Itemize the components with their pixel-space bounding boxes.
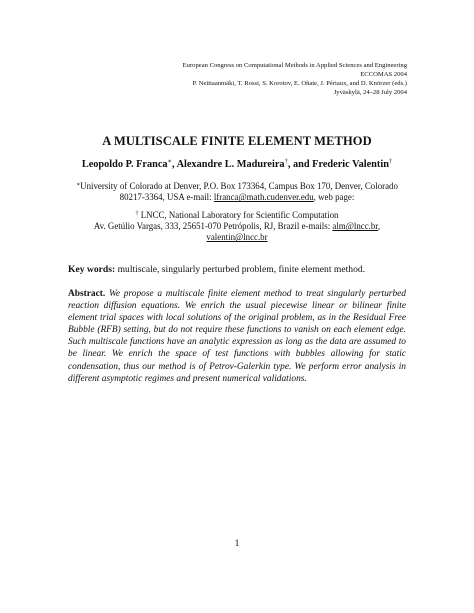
affiliation-colorado-web-label: , web page: <box>313 192 355 203</box>
abstract-text: We propose a multiscale finite element method to treat singularly perturbed reaction diffusion equations. We enrich the usual piecewise linear or bilinear finite element trial spaces with local solutions of the original problem, as in the Residual Free Bubble (RFB) setting, but do not require these functions to vanish on each element edge. Such multiscale functions have an analytic expression as long as the data are assumed to be linear. We enrich the space of test functions with bubbles allowing for static condensation, thus our method is of Petrov-Galerkin type. We perform error analysis in different asymptotic regimes and present numerical validations. <box>68 289 406 384</box>
keywords-section <box>68 264 406 276</box>
affiliation-colorado-line1 <box>60 181 414 192</box>
author-list <box>0 159 474 170</box>
abstract-label: Abstract. <box>68 289 106 299</box>
affiliation-colorado-address: University of Colorado at Denver, P.O. Box 173364, Campus Box 170, Denver, Colorado <box>80 181 398 191</box>
affiliation-lncc <box>60 210 414 244</box>
paper-title: A MULTISCALE FINITE ELEMENT METHOD <box>102 134 372 148</box>
author-franca: Leopoldo P. Franca <box>81 159 168 170</box>
author-separator: , and <box>287 159 313 170</box>
email-link-madureira[interactable]: alm@lncc.br <box>332 221 378 232</box>
affiliation-colorado-email-label: 80217-3364, USA e-mail: <box>119 192 214 203</box>
affiliation-colorado-mark: ∗ <box>76 182 81 188</box>
author-madureira: Alexandre L. Madureira <box>176 159 285 170</box>
conference-line-editors: P. Neittaanmäki, T. Rossi, S. Korotov, E. Oñate, J. Périaux, and D. Knörzer (eds.) <box>192 79 407 87</box>
conference-line-place-date: Jyväskylä, 24–28 July 2004 <box>333 88 407 96</box>
author-madureira-mark: † <box>284 158 288 165</box>
page-number: 1 <box>234 538 240 549</box>
affiliation-lncc-line1 <box>60 210 414 221</box>
author-valentin-mark: † <box>388 158 393 165</box>
email-link-valentin[interactable]: valentin@lncc.br <box>206 232 268 243</box>
affiliation-lncc-line3 <box>60 232 414 243</box>
author-franca-mark: ∗ <box>167 158 172 165</box>
affiliation-colorado <box>60 181 414 203</box>
conference-line-name: European Congress on Computational Methods in Applied Sciences and Engineering <box>182 62 407 69</box>
keywords-label: Key words: <box>68 264 116 275</box>
affiliation-lncc-mark: † <box>135 211 139 217</box>
affiliation-colorado-line2 <box>60 192 414 203</box>
conference-header <box>77 62 407 98</box>
author-separator: , <box>171 159 177 170</box>
conference-line-acronym: ECCOMAS 2004 <box>360 70 407 78</box>
affiliation-lncc-name: LNCC, National Laboratory for Scientific Computation <box>138 210 339 220</box>
abstract-section <box>68 288 406 385</box>
author-valentin: Frederic Valentin <box>312 159 389 170</box>
keywords-text: multiscale, singularly perturbed problem, finite element method. <box>115 264 366 275</box>
affiliation-lncc-line2 <box>60 221 414 232</box>
email-link-franca[interactable]: lfranca@math.cudenver.edu <box>213 192 314 203</box>
affiliation-lncc-address: Av. Getúlio Vargas, 333, 25651-070 Petrópolis, RJ, Brazil e-mails: <box>93 221 333 232</box>
email-separator: , <box>377 221 381 232</box>
